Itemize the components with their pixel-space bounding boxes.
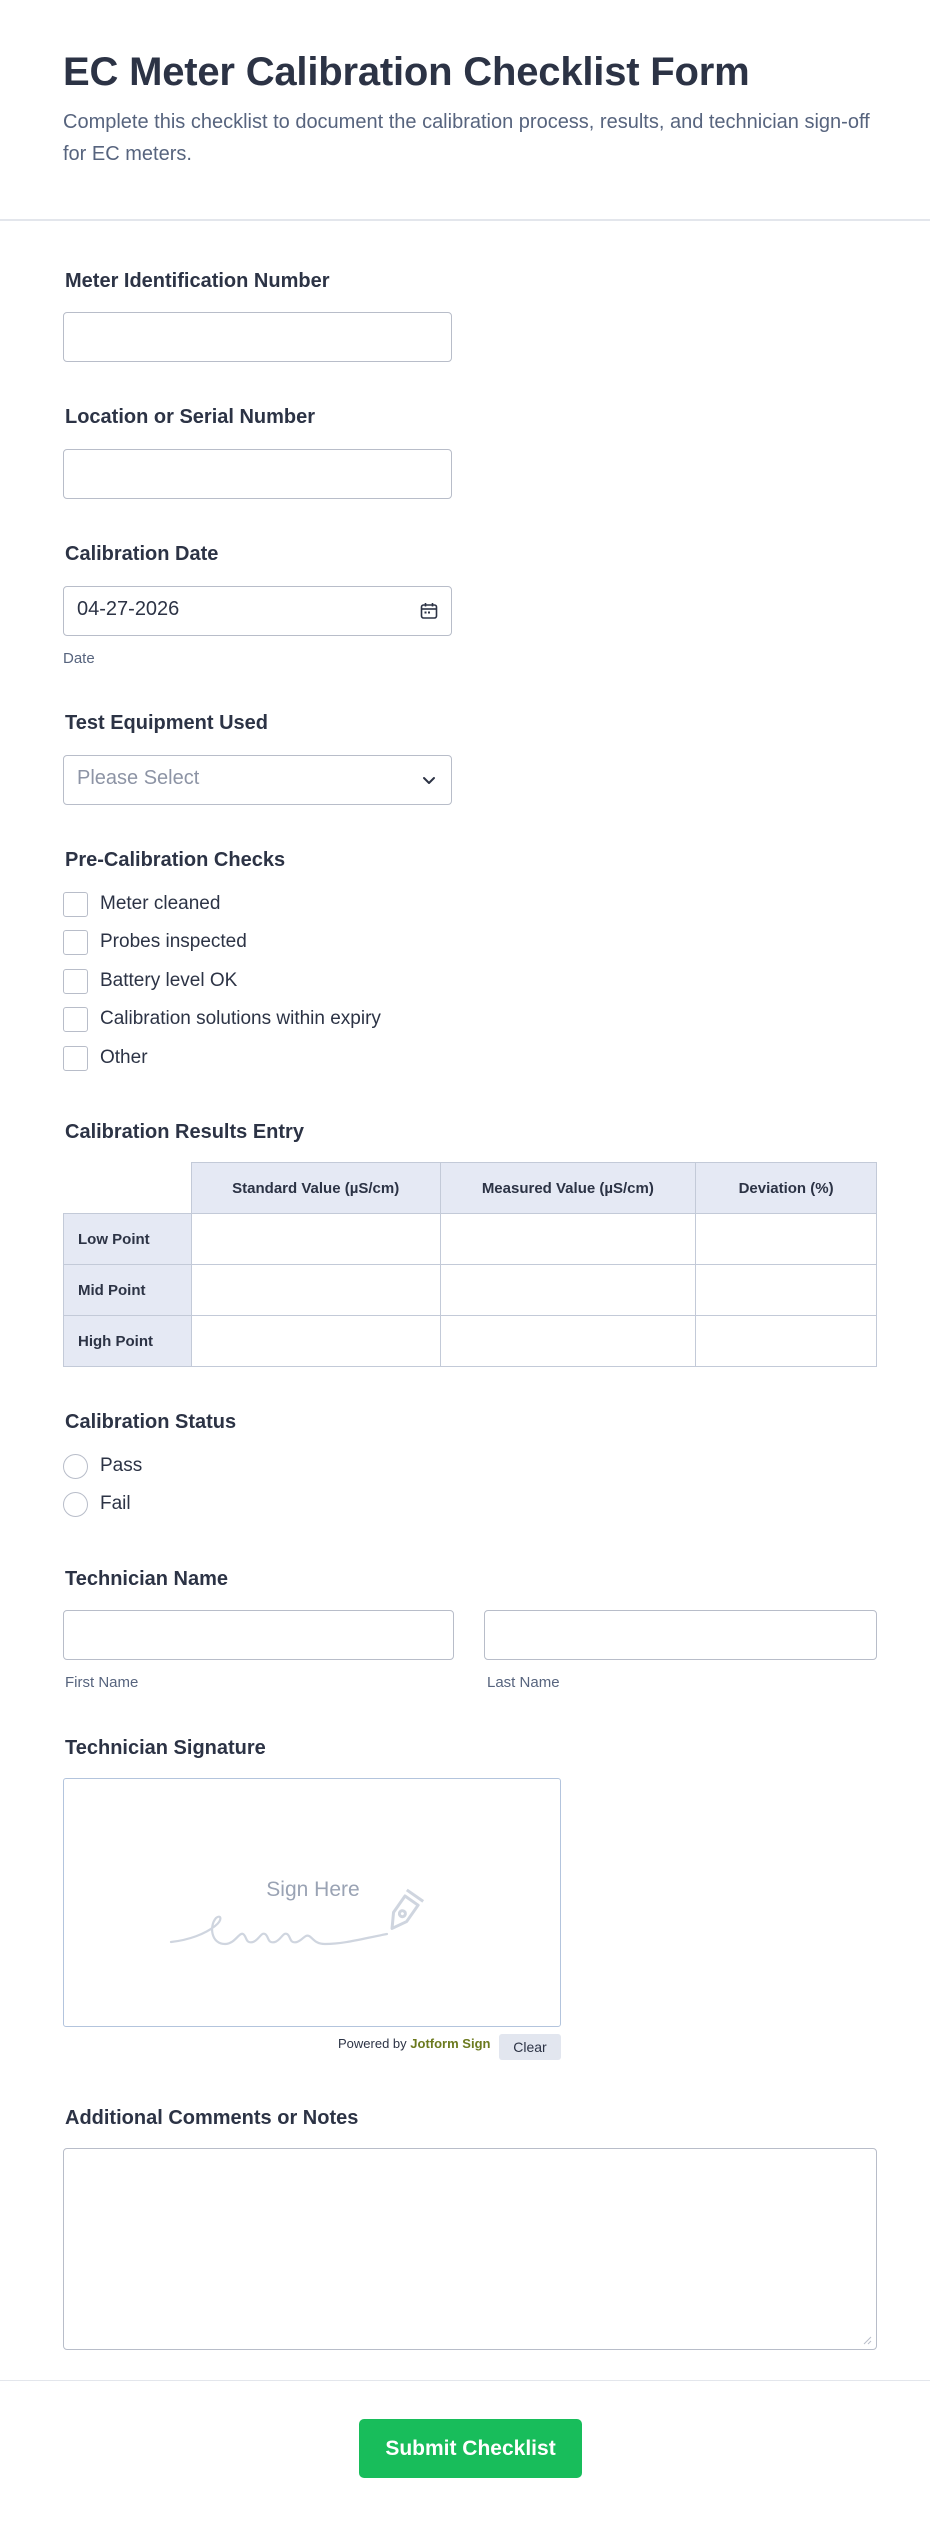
results-col-header: Measured Value (µS/cm) bbox=[440, 1163, 696, 1214]
check-option-other[interactable] bbox=[63, 1045, 148, 1071]
first-name-sublabel: First Name bbox=[65, 1674, 139, 1691]
results-cell-input[interactable] bbox=[440, 1214, 696, 1265]
results-col-header: Deviation (%) bbox=[696, 1163, 877, 1214]
check-option-label: Calibration solutions within expiry bbox=[100, 1008, 381, 1029]
check-option-label: Battery level OK bbox=[100, 970, 238, 991]
clear-signature-button[interactable]: Clear bbox=[499, 2034, 561, 2060]
form-subtitle: Complete this checklist to document the calibration process, results, and technician sign-off for EC meters. bbox=[63, 111, 870, 165]
meter-id-label: Meter Identification Number bbox=[65, 270, 330, 292]
checkbox[interactable] bbox=[63, 1046, 88, 1071]
results-cell-input[interactable] bbox=[440, 1265, 696, 1316]
calendar-icon[interactable] bbox=[419, 601, 439, 621]
signature-pad[interactable] bbox=[63, 1778, 561, 2027]
radio-button[interactable] bbox=[63, 1492, 88, 1517]
checkbox[interactable] bbox=[63, 930, 88, 955]
results-col-header: Standard Value (µS/cm) bbox=[191, 1163, 440, 1214]
calibration-date-sublabel: Date bbox=[63, 650, 95, 667]
results-row-header: Low Point bbox=[64, 1214, 192, 1265]
comments-textarea[interactable] bbox=[63, 2148, 877, 2350]
radio-button[interactable] bbox=[63, 1454, 88, 1479]
last-name-input[interactable] bbox=[484, 1610, 877, 1660]
pre-checks-label: Pre-Calibration Checks bbox=[65, 849, 286, 871]
calibration-date-label: Calibration Date bbox=[65, 543, 219, 565]
signature-pen-icon bbox=[169, 1874, 459, 1964]
status-label: Calibration Status bbox=[65, 1411, 237, 1433]
table-row bbox=[64, 1214, 877, 1265]
location-input[interactable] bbox=[63, 449, 452, 499]
meter-id-input[interactable] bbox=[63, 312, 452, 362]
results-cell-input[interactable] bbox=[696, 1265, 877, 1316]
submit-button[interactable]: Submit Checklist bbox=[359, 2419, 582, 2478]
form-title: EC Meter Calibration Checklist Form bbox=[63, 50, 750, 94]
checkbox[interactable] bbox=[63, 892, 88, 917]
test-equipment-placeholder: Please Select bbox=[77, 767, 200, 789]
results-cell-input[interactable] bbox=[191, 1265, 440, 1316]
results-cell-input[interactable] bbox=[191, 1316, 440, 1367]
last-name-sublabel: Last Name bbox=[487, 1674, 560, 1691]
check-option-probes-inspected[interactable] bbox=[63, 929, 247, 955]
powered-by-text bbox=[338, 2036, 490, 2051]
location-label: Location or Serial Number bbox=[65, 406, 316, 428]
check-option-label: Other bbox=[100, 1047, 148, 1068]
results-row-header: High Point bbox=[64, 1316, 192, 1367]
results-cell-input[interactable] bbox=[440, 1316, 696, 1367]
resize-grip-icon[interactable] bbox=[862, 2335, 872, 2345]
chevron-down-icon bbox=[419, 770, 439, 790]
results-row-header: Mid Point bbox=[64, 1265, 192, 1316]
status-option-label: Pass bbox=[100, 1455, 143, 1476]
first-name-input[interactable] bbox=[63, 1610, 454, 1660]
results-cell-input[interactable] bbox=[696, 1316, 877, 1367]
status-option-pass[interactable] bbox=[63, 1453, 142, 1479]
check-option-label: Probes inspected bbox=[100, 931, 247, 952]
status-option-fail[interactable] bbox=[63, 1491, 131, 1517]
technician-name-label: Technician Name bbox=[65, 1568, 229, 1590]
powered-by-prefix: Powered by bbox=[338, 2036, 407, 2051]
signature-placeholder: Sign Here bbox=[266, 1878, 360, 1901]
check-option-solutions-expiry[interactable] bbox=[63, 1006, 381, 1032]
results-header-row bbox=[64, 1163, 877, 1214]
comments-label: Additional Comments or Notes bbox=[65, 2107, 359, 2129]
signature-label: Technician Signature bbox=[65, 1737, 266, 1759]
check-option-meter-cleaned[interactable] bbox=[63, 891, 220, 917]
results-cell-input[interactable] bbox=[191, 1214, 440, 1265]
results-cell-input[interactable] bbox=[696, 1214, 877, 1265]
jotform-sign-link[interactable]: Jotform Sign bbox=[410, 2036, 491, 2051]
calibration-date-input[interactable] bbox=[63, 586, 452, 636]
results-corner-cell bbox=[64, 1163, 192, 1214]
checkbox[interactable] bbox=[63, 969, 88, 994]
footer-divider bbox=[0, 2380, 930, 2381]
test-equipment-select[interactable] bbox=[63, 755, 452, 805]
table-row bbox=[64, 1265, 877, 1316]
status-option-label: Fail bbox=[100, 1493, 131, 1514]
table-row bbox=[64, 1316, 877, 1367]
test-equipment-label: Test Equipment Used bbox=[65, 712, 268, 734]
check-option-label: Meter cleaned bbox=[100, 893, 221, 914]
results-label: Calibration Results Entry bbox=[65, 1121, 304, 1143]
checkbox[interactable] bbox=[63, 1007, 88, 1032]
results-table bbox=[63, 1162, 877, 1367]
form-header bbox=[0, 0, 930, 221]
check-option-battery-level[interactable] bbox=[63, 968, 237, 994]
calibration-date-value: 04-27-2026 bbox=[77, 598, 180, 620]
